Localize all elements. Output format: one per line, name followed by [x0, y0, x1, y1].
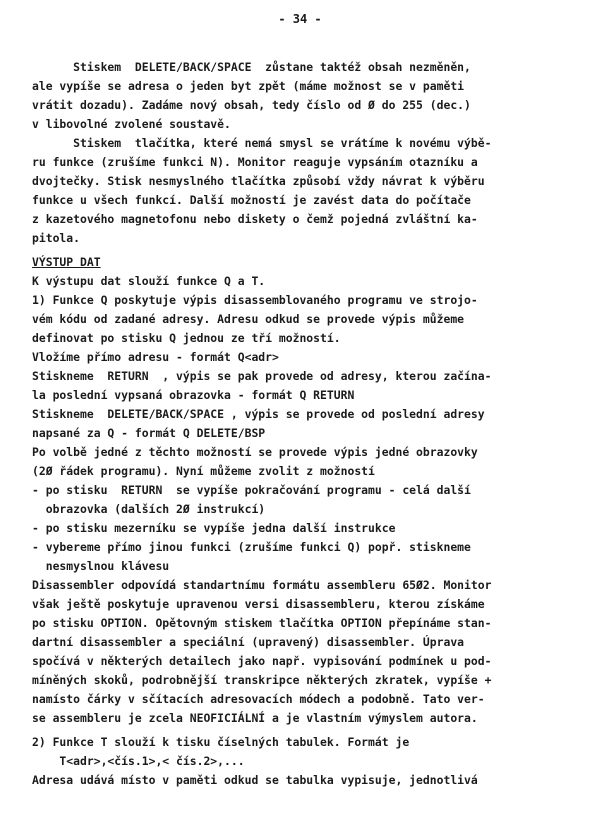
text-line: definovat po stisku Q jednou ze tří možností.	[32, 331, 341, 345]
text-line: však ještě poskytuje upravenou versi disassembleru, kterou získáme	[32, 597, 485, 611]
text-line: vém kódu od zadané adresy. Adresu odkud se provede výpis můžeme	[32, 312, 465, 326]
text-line: Po volbě jedné z těchto možností se provede výpis jedné obrazovky	[32, 445, 478, 459]
document-body	[32, 58, 588, 790]
paragraph-function-t	[32, 733, 588, 790]
list-item-continuation: nesmyslnou klávesu	[32, 559, 170, 573]
text-line: Stiskneme DELETE/BACK/SPACE , výpis se provede od poslední adresy	[32, 407, 485, 421]
text-line: Vložíme přímo adresu - formát Q<adr>	[32, 350, 279, 364]
text-line: se assembleru je zcela NEOFICIÁLNÍ a je vlastním výmyslem autora.	[32, 711, 478, 725]
text-line: míněných skoků, podrobnější transkripce některých zkratek, vypíše +	[32, 673, 492, 687]
text-line: pitola.	[32, 231, 81, 245]
text-line: 2) Funkce T slouží k tisku číselných tabulek. Formát je	[32, 735, 410, 749]
text-line: Stiskem DELETE/BACK/SPACE zůstane taktéž obsah nezměněn,	[32, 60, 471, 74]
text-line: Disassembler odpovídá standartnímu formátu assembleru 65Ø2. Monitor	[32, 578, 492, 592]
text-line: spočívá v některých detailech jako např. vypisování podmínek u pod-	[32, 654, 492, 668]
text-line: namísto čárky v sčítacích adresovacích módech a podobně. Tato ver-	[32, 692, 485, 706]
text-line: Stiskem tlačítka, které nemá smysl se vrátíme k novému výbě-	[32, 136, 492, 150]
text-line: po stisku OPTION. Opětovným stiskem tlačítka OPTION přepínáme stan-	[32, 616, 492, 630]
text-line: K výstupu dat slouží funkce Q a T.	[32, 274, 266, 288]
page-number: - 34 -	[278, 12, 322, 26]
text-line: napsané za Q - formát Q DELETE/BSP	[32, 426, 266, 440]
text-line: ale vypíše se adresa o jeden byt zpět (máme možnost se v paměti	[32, 79, 465, 93]
text-line: T<adr>,<čís.1>,< čís.2>,...	[32, 754, 245, 768]
text-line: v libovolné zvolené soustavě.	[32, 117, 231, 131]
list-item-continuation: obrazovka (dalších 2Ø instrukcí)	[32, 502, 266, 516]
text-line: Stiskneme RETURN , výpis se pak provede od adresy, kterou začína-	[32, 369, 492, 383]
text-line: z kazetového magnetofonu nebo diskety o čemž pojedná zvláštní ka-	[32, 212, 478, 226]
text-line: la poslední vypsaná obrazovka - formát Q RETURN	[32, 388, 355, 402]
text-line: funkce u všech funkcí. Další možností je zavést data do počítače	[32, 193, 471, 207]
text-line: vrátit dozadu). Zadáme nový obsah, tedy číslo od Ø do 255 (dec.)	[32, 98, 471, 112]
paragraph-output-functions	[32, 272, 588, 728]
text-line: dvojtečky. Stisk nesmyslného tlačítka způsobí vždy návrat k výběru	[32, 174, 485, 188]
text-line: (2Ø řádek programu). Nyní můžeme zvolit z možností	[32, 464, 375, 478]
text-line: dartní disassembler a speciální (upravený) disassembler. Úprava	[32, 635, 465, 649]
text-line: 1) Funkce Q poskytuje výpis disassemblovaného programu ve strojo-	[32, 293, 478, 307]
paragraph-delete-backspace	[32, 58, 588, 134]
section-heading: VÝSTUP DAT	[32, 255, 101, 269]
paragraph-other-keys	[32, 134, 588, 248]
text-line: ru funkce (zrušíme funkci N). Monitor reaguje vypsáním otazníku a	[32, 155, 478, 169]
list-item: - po stisku mezerníku se vypíše jedna další instrukce	[32, 521, 396, 535]
list-item: - vybereme přímo jinou funkci (zrušíme funkci Q) popř. stiskneme	[32, 540, 471, 554]
list-item: - po stisku RETURN se vypíše pokračování programu - celá další	[32, 483, 471, 497]
text-line: Adresa udává místo v paměti odkud se tabulka vypisuje, jednotlivá	[32, 773, 478, 787]
